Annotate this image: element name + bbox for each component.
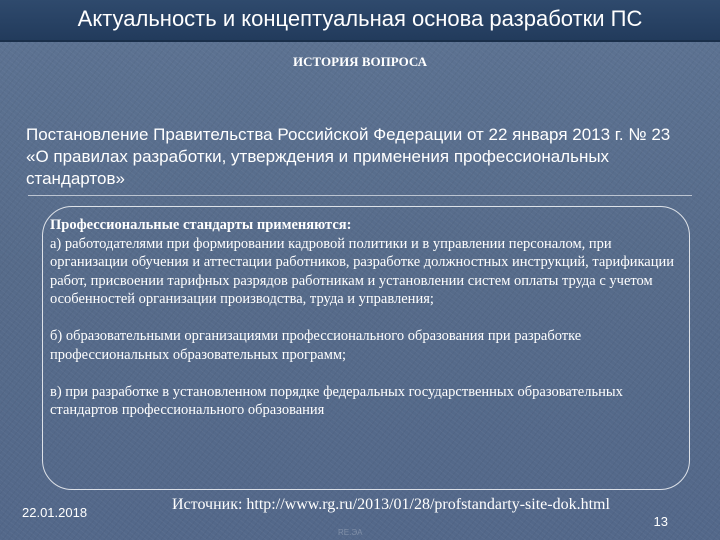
item-c: в) при разработке в установленном порядке федеральных государственных образовательных стандартов профессионального образования xyxy=(50,383,623,418)
decree-text: Постановление Правительства Российской Федерации от 22 января 2013 г. № 23 «О правилах разработки, утверждения и применения профессиональных стандартов» xyxy=(26,125,671,188)
divider-line xyxy=(28,195,692,196)
slide-title: Актуальность и концептуальная основа разработки ПС xyxy=(77,6,643,31)
standards-box-text xyxy=(50,216,680,420)
item-b: б) образовательными организациями профессионального образования при разработке профессиональных образовательных программ; xyxy=(50,328,582,363)
watermark: RE.ЭА xyxy=(338,528,363,537)
page-number: 13 xyxy=(653,514,668,529)
section-subtitle: ИСТОРИЯ ВОПРОСА xyxy=(293,54,427,69)
box-heading: Профессиональные стандарты применяются: xyxy=(50,217,352,233)
spacer xyxy=(50,309,680,328)
spacer xyxy=(50,364,680,383)
item-a: а) работодателями при формировании кадровой политики и в управлении персоналом, при организации обучения и аттестации работников, разработке должностных инструкций, тарификации работ, присвоении тарифных разрядов работникам и установлении систем оплаты труда с учетом особенностей организации производства, труда и управления; xyxy=(50,235,675,307)
source-link[interactable]: Источник: http://www.rg.ru/2013/01/28/profstandarty-site-dok.html xyxy=(172,496,610,513)
slide-date: 22.01.2018 xyxy=(22,505,88,520)
